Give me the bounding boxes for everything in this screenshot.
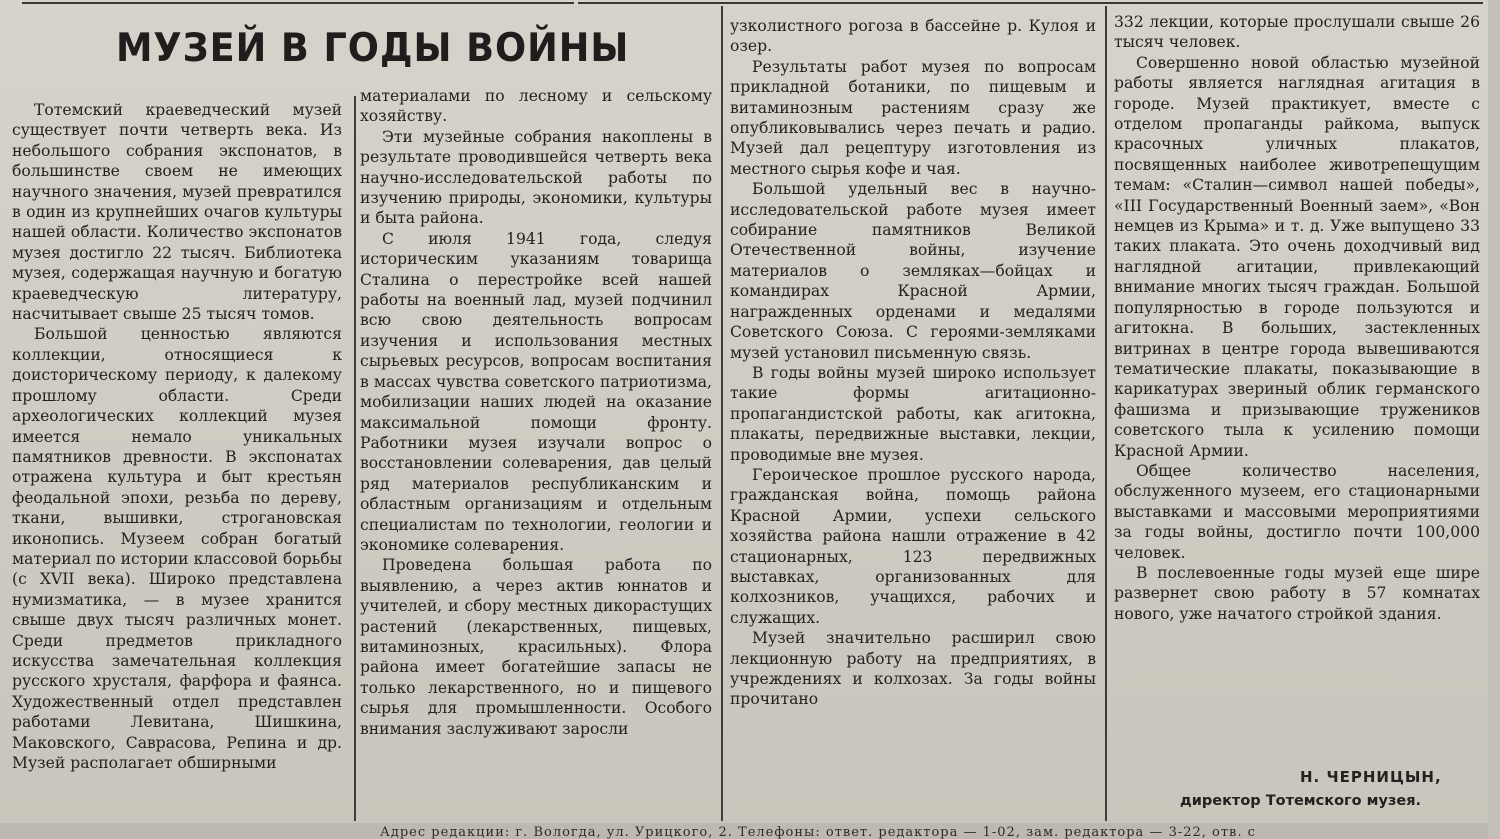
top-rule xyxy=(578,2,1483,4)
author-name: Н. ЧЕРНИЦЫН, xyxy=(1300,768,1442,786)
column-divider xyxy=(354,96,356,821)
paragraph: Общее количество населения, обслуженного музеем, его стационарными выставками и массовыми мероприятиями за годы войны, достигло почти 100,000 человек. xyxy=(1114,461,1480,562)
paragraph: узколистного рогоза в бассейне р. Кулоя и озер. xyxy=(730,17,1096,56)
column-divider xyxy=(1105,6,1107,821)
footer-strip xyxy=(0,823,1500,839)
paragraph: Музей значительно расширил свою лекционную работу на предприятиях, в учреждениях и колхозах. За годы войны прочитано xyxy=(730,629,1096,709)
paragraph: Тотемский краеведческий музей существует почти четверть века. Из небольшого собрания экспонатов, в большинстве своем не имеющих научного значения, музей превратился в один из крупнейших очагов культуры нашей области. Количество экспонатов музея достигло 22 тысяч. Библиотека музея, содержащая научную и богатую краеведческую литературу, насчитывает свыше 25 тысяч томов. xyxy=(12,101,342,324)
paragraph: Проведена большая работа по выявлению, а через актив юннатов и учителей, и сбору местных дикорастущих растений (лекарственных, пищевых, витаминозных, красильных). Флора района имеет богатейшие запасы не только лекарственного, но и пищевого сырья для промышленности. Особого внимания заслуживают заросли xyxy=(360,556,712,738)
paragraph: Эти музейные собрания накоплены в результате проводившейся четверть века научно-исследовательской работы по изучению природы, экономики, культуры и быта района. xyxy=(360,127,712,228)
article-column-2 xyxy=(360,86,712,739)
column-divider xyxy=(721,6,723,821)
footer-text: Адрес редакции: г. Вологда, ул. Урицкого, 2. Телефоны: ответ. редактора — 1-02, зам. редактора — 3-22, отв. с xyxy=(380,825,1256,839)
paragraph: материалами по лесному и сельскому хозяйству. xyxy=(360,87,712,126)
paragraph: Совершенно новой областью музейной работы является наглядная агитация в городе. Музей практикует, вместе с отделом пропаганды райкома, выпуск красочных уличных плакатов, посвященных наиболее животрепещущим темам: «Сталин—символ нашей победы», «III Государственный Военный заем», «Вон немцев из Крыма» и т. д. Уже выпущено 33 таких плаката. Это очень доходчивый вид наглядной агитации, привлекающий внимание многих тысяч граждан. Большой популярностью в городе пользуются и агитокна. В больших, застекленных витринах в центре города вывешиваются тематические плакаты, показывающие в карикатурах звериный облик германского фашизма и призывающие тружеников советского тыла к усилению помощи Красной Армии. xyxy=(1114,53,1480,460)
paragraph: В послевоенные годы музей еще шире развернет свою работу в 57 комнатах нового, уже начатого стройкой здания. xyxy=(1114,563,1480,623)
paragraph: Героическое прошлое русского народа, гражданская война, помощь района Красной Армии, успехи сельского хозяйства района нашли отражение в 42 стационарных, 123 передвижных выставках, организованных для колхозников, учащихся, рабочих и служащих. xyxy=(730,465,1096,627)
paragraph: Большой ценностью являются коллекции, относящиеся к доисторическому периоду, к далекому прошлому области. Среди археологических коллекций музея имеется немало уникальных памятников древности. В экспонатах отражена культура и быт крестьян феодальной эпохи, резьба по дереву, ткани, вышивки, строгановская иконопись. Музеем собран богатый материал по истории классовой борьбы (с XVII века). Широко представлена нумизматика, — в музее хранится свыше двух тысяч различных монет. Среди предметов прикладного искусства замечательная коллекция русского хрусталя, фарфора и фаянса. Художественный отдел представлен работами Левитана, Шишкина, Маковского, Саврасова, Репина и др. Музей располагает обширными xyxy=(12,325,342,772)
top-rule xyxy=(22,2,574,4)
paragraph: Большой удельный вес в научно-исследовательской работе музея имеет собирание памятников Великой Отечественной войны, изучение материалов о земляках—бойцах и командирах Красной Армии, награжденных орденами и медалями Советского Союза. С героями-земляками музей установил письменную связь. xyxy=(730,180,1096,362)
article-headline: МУЗЕЙ В ГОДЫ ВОЙНЫ xyxy=(116,26,630,71)
paragraph: В годы войны музей широко использует такие формы агитационно-пропагандистской работы, как агитокна, плакаты, передвижные выставки, лекции, проводимые вне музея. xyxy=(730,363,1096,464)
paragraph: С июля 1941 года, следуя историческим указаниям товарища Сталина о перестройке всей нашей работы на военный лад, музей подчинил всю свою деятельность вопросам изучения и использования местных сырьевых ресурсов, вопросам воспитания в массах чувства советского патриотизма, мобилизации наших людей на оказание максимальной помощи фронту. Работники музея изучали вопрос о восстановлении солеварения, дав целый ряд материалов республиканским и областным организациям и отдельным специалистам по технологии, геологии и экономике солеварения. xyxy=(360,229,712,554)
paragraph: 332 лекции, которые прослушали свыше 26 тысяч человек. xyxy=(1114,13,1480,52)
article-column-1 xyxy=(12,100,342,773)
article-column-4 xyxy=(1114,12,1480,624)
article-column-3 xyxy=(730,16,1096,710)
paragraph: Результаты работ музея по вопросам прикладной ботаники, по пищевым и витаминозным растениям сразу же опубликовывались через печать и радио. Музей дал рецептуру изготовления из местного сырья кофе и чая. xyxy=(730,57,1096,178)
author-title: директор Тотемского музея. xyxy=(1180,793,1422,809)
page-edge xyxy=(1488,0,1500,839)
